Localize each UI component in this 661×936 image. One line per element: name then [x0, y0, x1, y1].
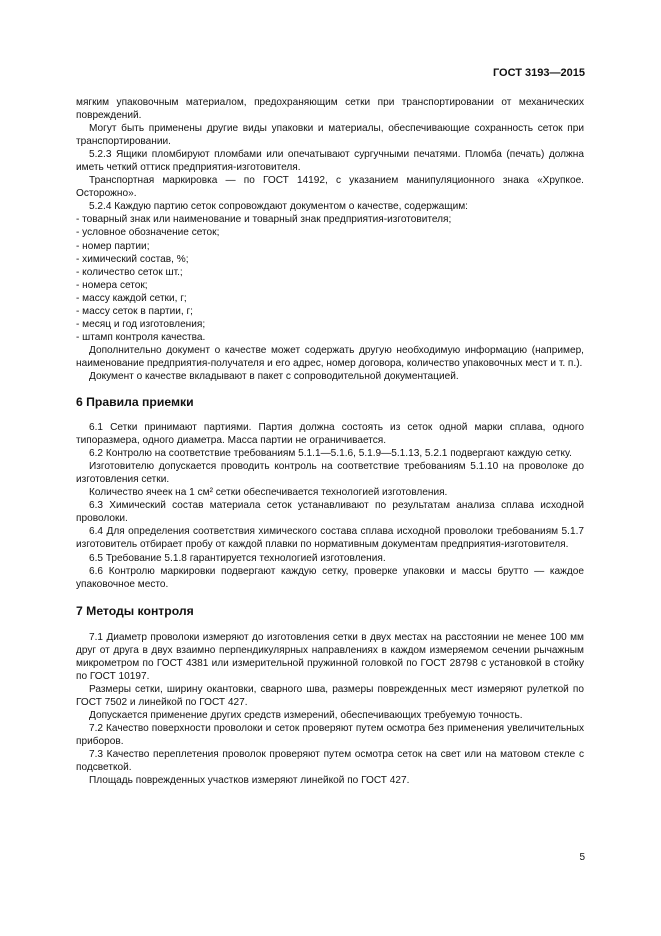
page-content [76, 96, 584, 787]
paragraph: 7.1 Диаметр проволоки измеряют до изготовления сетки в двух местах на расстоянии не менее 100 мм друг от друга в двух взаимно перпендикулярных направлениях в каждом измеряемом сечении рычажным микрометром по ГОСТ 4381 или измерительной пружинной головкой по ГОСТ 28798 с установкой в стойку по ГОСТ 10197. [76, 631, 584, 682]
list-item: - условное обозначение сеток; [76, 227, 220, 239]
paragraph: Дополнительно документ о качестве может содержать другую необходимую информацию (например, наименование предприятия-получателя и его адрес, номер договора, количество упаковочных мест и т. п.). [76, 344, 584, 369]
paragraph: Документ о качестве вкладывают в пакет с сопроводительной документацией. [89, 370, 459, 382]
paragraph: 7.2 Качество поверхности проволоки и сеток проверяют путем осмотра без применения увеличительных приборов. [76, 722, 584, 748]
paragraph: 5.2.3 Ящики пломбируют пломбами или опечатывают сургучными печатями. Пломба (печать) должна иметь четкий оттиск предприятия-изготовителя. [76, 149, 584, 174]
list-item: - массу каждой сетки, г; [76, 292, 187, 304]
list-item: - товарный знак или наименование и товарный знак предприятия-изготовителя; [76, 214, 452, 226]
paragraph: Площадь поврежденных участков измеряют линейкой по ГОСТ 427. [89, 775, 410, 787]
list-item: - месяц и год изготовления; [76, 318, 206, 330]
list-item: - номера сеток; [76, 279, 148, 291]
page-number: 5 [579, 852, 585, 863]
section-heading-7: 7 Методы контроля [76, 603, 194, 618]
paragraph: мягким упаковочным материалом, предохраняющим сетки при транспортировании от механических повреждений. [76, 97, 584, 122]
paragraph: Количество ячеек на 1 см² сетки обеспечивается технологией изготовления. [89, 487, 448, 499]
paragraph: Могут быть применены другие виды упаковки и материалы, обеспечивающие сохранность сеток при транспортировании. [76, 123, 584, 148]
paragraph: 6.6 Контролю маркировки подвергают каждую сетку, проверке упаковки и массы брутто — каждое упаковочное место. [76, 565, 584, 590]
paragraph: 6.2 Контролю на соответствие требованиям 5.1.1—5.1.6, 5.1.9—5.1.13, 5.2.1 подвергают каждую сетку. [89, 448, 572, 460]
paragraph: Допускается применение других средств измерений, обеспечивающих требуемую точность. [89, 709, 523, 721]
paragraph: Транспортная маркировка — по ГОСТ 14192, с указанием манипуляционного знака «Хрупкое. Осторожно». [76, 175, 584, 200]
list-item: - массу сеток в партии, г; [76, 305, 193, 317]
list-item: - номер партии; [76, 240, 150, 252]
paragraph: 6.5 Требование 5.1.8 гарантируется технологией изготовления. [89, 552, 386, 564]
paragraph: Размеры сетки, ширину окантовки, сварного шва, размеры поврежденных мест измеряют рулеткой по ГОСТ 7502 и линейкой по ГОСТ 427. [76, 683, 584, 708]
paragraph: 6.4 Для определения соответствия химического состава сплава исходной проволоки требованиям 5.1.7 изготовитель отбирает пробу от каждой плавки по нормативным документам предприятия-изготовителя. [76, 526, 584, 551]
list-item: - штамп контроля качества. [76, 331, 206, 343]
list-item: - химический состав, %; [76, 253, 189, 265]
paragraph: Изготовителю допускается проводить контроль на соответствие требованиям 5.1.10 на проволоке до изготовления сетки. [76, 461, 584, 486]
paragraph: 6.1 Сетки принимают партиями. Партия должна состоять из сеток одной марки сплава, одного типоразмера, одного диаметра. Масса партии не ограничивается. [76, 422, 584, 447]
list-item: - количество сеток шт.; [76, 266, 183, 278]
paragraph: 7.3 Качество переплетения проволок проверяют путем осмотра сеток на свет или на матовом стекле с подсветкой. [76, 749, 584, 774]
section-heading-6: 6 Правила приемки [76, 395, 194, 410]
document-header: ГОСТ 3193—2015 [492, 67, 585, 79]
paragraph: 6.3 Химический состав материала сеток устанавливают по результатам анализа сплава исходной проволоки. [76, 500, 584, 525]
paragraph: 5.2.4 Каждую партию сеток сопровождают документом о качестве, содержащим: [89, 201, 468, 213]
